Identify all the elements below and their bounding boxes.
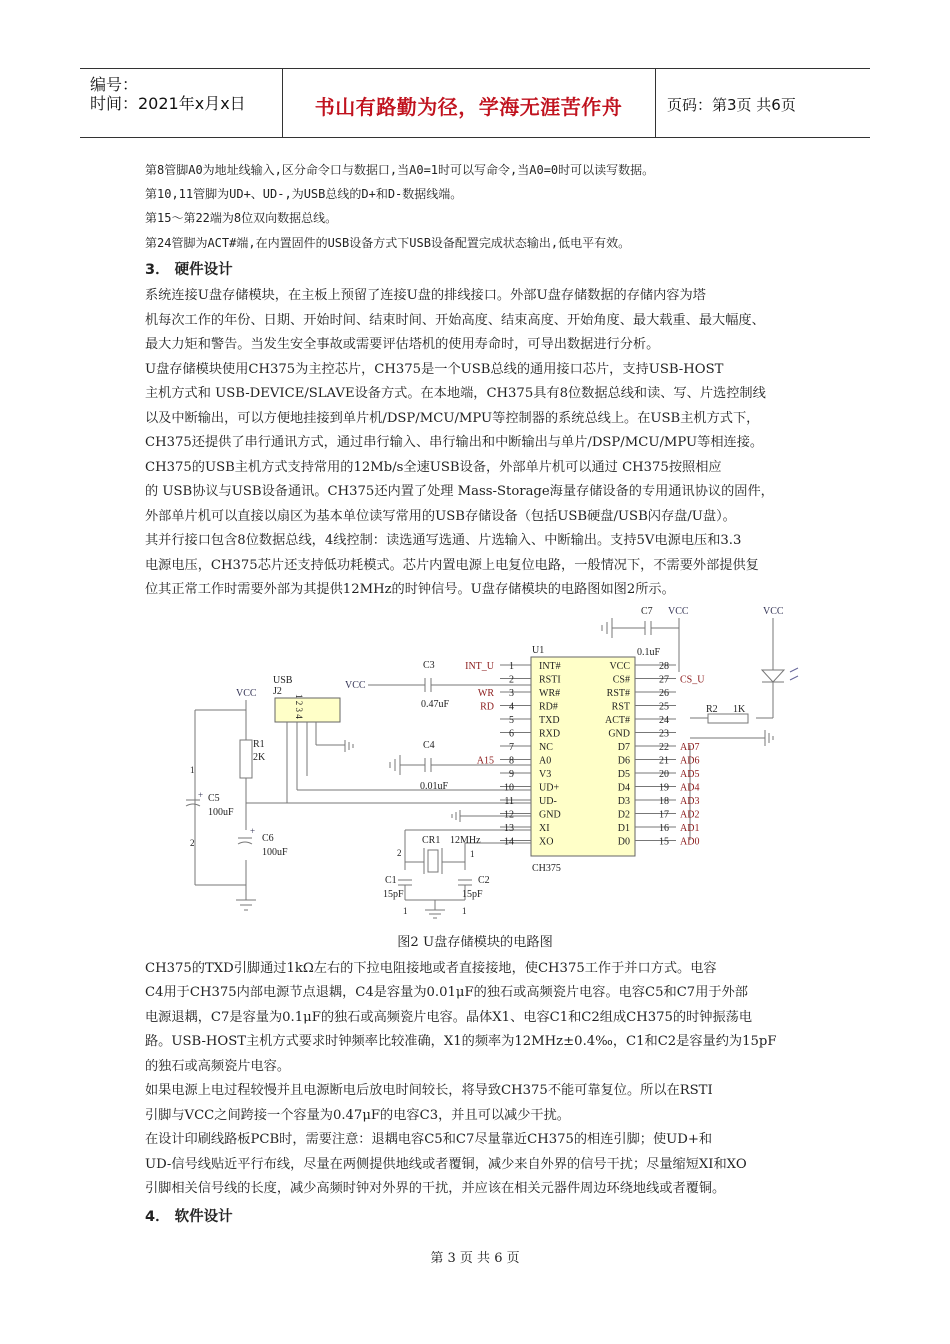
pin-number: 11 [504,796,514,807]
pin-name: UD- [539,796,557,807]
c7-value: 0.1uF [637,647,661,658]
paragraph-line: 如果电源上电过程较慢并且电源断电后放电时间较长，将导致CH375不能可靠复位。所以在RSTI [145,1083,713,1098]
svg-text:+: + [250,826,256,836]
pin-number: 17 [659,809,669,821]
pin-name: D7 [617,742,630,753]
pin-number: 28 [659,661,669,672]
figure-caption: 图2 U盘存储模块的电路图 [397,935,553,950]
time-label: 时间：2021年x月x日 [90,94,246,113]
section-heading: 4． 软件设计 [145,1209,233,1225]
pin-number: 14 [504,836,514,848]
pin-name: RSTI [539,674,561,686]
r1-label: R1 [253,739,265,750]
paragraph-line: CH375的USB主机方式支持常用的12Mb/s全速USB设备，外部单片机可以通过 CH375按照相应 [145,460,722,475]
pin-number: 9 [509,769,514,780]
pin-note: 第24管脚为ACT#端,在内置固件的USB设备方式下USB设备配置完成状态输出,低电平有效。 [145,236,631,250]
pin-number: 20 [659,769,669,780]
paragraph-line: U盘存储模块使用CH375为主控芯片，CH375是一个USB总线的通用接口芯片，支持USB-HOST [145,362,724,377]
r2-label: R2 [706,704,718,715]
pin-name: NC [539,742,553,753]
pin-number: 7 [509,742,514,753]
net-label: WR [477,688,494,699]
pin-name: GND [608,728,630,740]
net-label: AD3 [680,796,700,807]
paragraph-line: 电源电压，CH375芯片还支持低功耗模式。芯片内置电源上电复位电路，一般情况下，不需要外部提供复 [145,558,759,573]
net-label: A15 [476,755,494,767]
pin-number: 5 [509,715,514,726]
pin-name: RST [611,701,630,713]
pin-name: RXD [539,728,561,740]
pin-number: 27 [659,674,669,686]
pin-number: 13 [504,823,514,834]
c3-label: C3 [423,660,435,671]
vcc-label: VCC [668,606,689,617]
pin-name: TXD [539,715,560,726]
pin-number: 22 [659,742,669,753]
r2-value: 1K [733,704,746,715]
pin-name: WR# [539,688,561,699]
c5-value: 100uF [208,807,234,818]
cr1-value: 12MHz [450,835,481,846]
pin-number: 15 [659,836,669,848]
c2-label: C2 [478,875,490,886]
motto: 书山有路勤为径，学海无涯苦作舟 [314,95,623,119]
c6-value: 100uF [262,847,288,858]
pin-one-label: 1 [462,906,467,916]
pin-name: INT# [539,661,561,672]
pin-name: VCC [609,661,630,672]
paragraph-line: 引脚与VCC之间跨接一个容量为0.47μF的电容C3，并且可以减少干扰。 [145,1108,570,1123]
paragraph-line: CH375还提供了串行通讯方式，通过串行输入、串行输出和中断输出与单片/DSP/MCU/MPU等相连接。 [145,435,764,450]
net-label: INT_U [465,661,494,672]
paragraph-line: 最大力矩和警告。当发生安全事故或需要评估塔机的使用寿命时，可导出数据进行分析。 [145,337,660,352]
net-label: CS_U [680,674,705,686]
pin-name: D6 [617,755,630,767]
net-label: AD5 [680,769,700,780]
paragraph-line: 的独石或高频瓷片电容。 [145,1059,291,1074]
vcc-label: VCC [236,688,257,699]
pin-name: CS# [612,674,630,686]
pin-number: 23 [659,728,669,740]
net-label: AD1 [680,823,700,834]
pin-name: UD+ [539,782,560,794]
pin-name: GND [539,809,561,821]
paragraph-line: 的 USB协议与USB设备通讯。CH375还内置了处理 Mass-Storage海量存储设备的专用通讯协议的固件， [145,484,774,499]
led-arrow-icon [790,668,798,680]
pin-number: 1 [509,661,514,672]
pin-note: 第15～第22端为8位双向数据总线。 [145,211,338,225]
c1-value: 15pF [383,889,404,900]
paragraph-line: CH375的TXD引脚通过1kΩ左右的下拉电阻接地或者直接接地，使CH375工作于并口方式。电容 [145,961,717,976]
pin-number: 6 [509,728,514,740]
pin-number: 26 [659,688,669,699]
pin-number: 4 [509,701,514,713]
vcc-label: VCC [345,680,366,691]
page-label: 页码：第3页 共6页 [667,96,796,114]
pin-name: XI [539,823,550,834]
pin-number: 2 [509,674,514,686]
usb-label: USB [273,675,293,686]
c7-label: C7 [641,606,653,617]
pin-name: D3 [617,796,630,807]
svg-text:+: + [198,790,204,800]
pin-name: D2 [617,809,630,821]
pin-name: XO [539,836,554,848]
net-label: AD4 [680,782,700,794]
pin-number: 3 [509,688,514,699]
pin-name: ACT# [605,715,630,726]
pin-name: D5 [617,769,630,780]
pin-two-label: 2 [190,838,195,848]
pin-note: 第8管脚A0为地址线输入,区分命令口与数据口,当A0=1时可以写命令,当A0=0时可以读写数据。 [145,163,655,177]
pin-number: 18 [659,796,669,807]
pin-number: 19 [659,782,669,794]
paragraph-line: 机每次工作的年份、日期、开始时间、结束时间、开始高度、结束高度、开始角度、最大载重、最大幅度、 [145,313,765,328]
vcc-label: VCC [763,606,784,617]
pin-number: 12 [504,809,514,821]
pin-name: RST# [606,688,630,699]
j2-label: J2 [273,686,282,697]
cr1-label: CR1 [422,835,441,846]
c5-label: C5 [208,793,220,804]
c4-label: C4 [423,740,435,751]
pin-name: V3 [539,769,552,780]
net-label: RD [480,701,494,713]
pin-number: 21 [659,755,669,767]
paragraph-line: 系统连接U盘存储模块，在主板上预留了连接U盘的排线接口。外部U盘存储数据的存储内容为塔 [145,288,706,303]
paragraph-line: 引脚相关信号线的长度，减少高频时钟对外界的干扰，并应该在相关元器件周边环绕地线或者覆铜。 [145,1181,726,1196]
pin-name: D1 [617,823,630,834]
section-heading: 3． 硬件设计 [145,262,233,278]
pin-name: D4 [617,782,630,794]
usb-pin-numbers: 1 2 3 4 [294,694,304,719]
paragraph-line: 路。USB-HOST主机方式要求时钟频率比较准确，X1的频率为12MHz±0.4‰，C1和C2是容量约为15pF [145,1034,777,1049]
net-label: AD7 [680,742,700,753]
paragraph-line: C4用于CH375内部电源节点退耦，C4是容量为0.01μF的独石或高频瓷片电容。电容C5和C7用于外部 [145,985,748,1000]
pin-number: 10 [504,782,514,794]
number-label: 编号： [90,75,139,94]
pin-one-label: 1 [190,765,195,775]
pin-note: 第10,11管脚为UD+、UD-,为USB总线的D+和D-数据线端。 [145,187,463,201]
pin-number: 25 [659,701,669,713]
paragraph-line: 在设计印刷线路板PCB时，需要注意：退耦电容C5和C7尽量靠近CH375的相连引脚；使UD+和 [145,1132,713,1147]
c1-label: C1 [385,875,397,886]
paragraph-line: 以及中断输出，可以方便地挂接到单片机/DSP/MCU/MPU等控制器的系统总线上。在USB主机方式下， [145,411,760,426]
paragraph-line: 其并行接口包含8位数据总线，4线控制：读选通写选通、片选输入、中断输出。支持5V电源电压和3.3 [145,533,742,548]
page-footer: 第 3 页 共 6 页 [430,1251,520,1266]
c4-value: 0.01uF [420,781,449,792]
c2-value: 15pF [462,889,483,900]
paragraph-line: 位其正常工作时需要外部为其提供12MHz的时钟信号。U盘存储模块的电路图如图2所示。 [145,582,675,597]
pin-number: 16 [659,823,669,834]
pin-name: RD# [539,701,558,713]
chip-right-pins [635,665,676,841]
net-label: AD0 [680,836,700,848]
paragraph-line: UD-信号线贴近平行布线，尽量在两侧提供地线或者覆铜，减少来自外界的信号干扰；尽量缩短XI和XO [145,1157,747,1172]
c3-value: 0.47uF [421,699,450,710]
paragraph-line: 主机方式和 USB-DEVICE/SLAVE设备方式。在本地端，CH375具有8位数据总线和读、写、片选控制线 [145,386,766,401]
pin-one-label: 1 [470,849,475,859]
pin-two-label: 2 [397,848,402,858]
chip-part: CH375 [532,863,561,874]
net-label: AD6 [680,755,700,767]
pin-number: 8 [509,755,514,767]
pin-name: D0 [617,836,630,848]
pin-name: A0 [539,755,552,767]
c6-label: C6 [262,833,274,844]
pin-one-label: 1 [403,906,408,916]
paragraph-line: 电源退耦，C7是容量为0.1μF的独石或高频瓷片电容。晶体X1、电容C1和C2组成CH375的时钟振荡电 [145,1010,753,1025]
pin-number: 24 [659,715,669,726]
net-label: AD2 [680,809,700,821]
chip-name: U1 [532,645,545,656]
r1-value: 2K [253,752,266,763]
paragraph-line: 外部单片机可以直接以扇区为基本单位读写常用的USB存储设备（包括USB硬盘/USB闪存盘/U盘）。 [145,509,736,524]
